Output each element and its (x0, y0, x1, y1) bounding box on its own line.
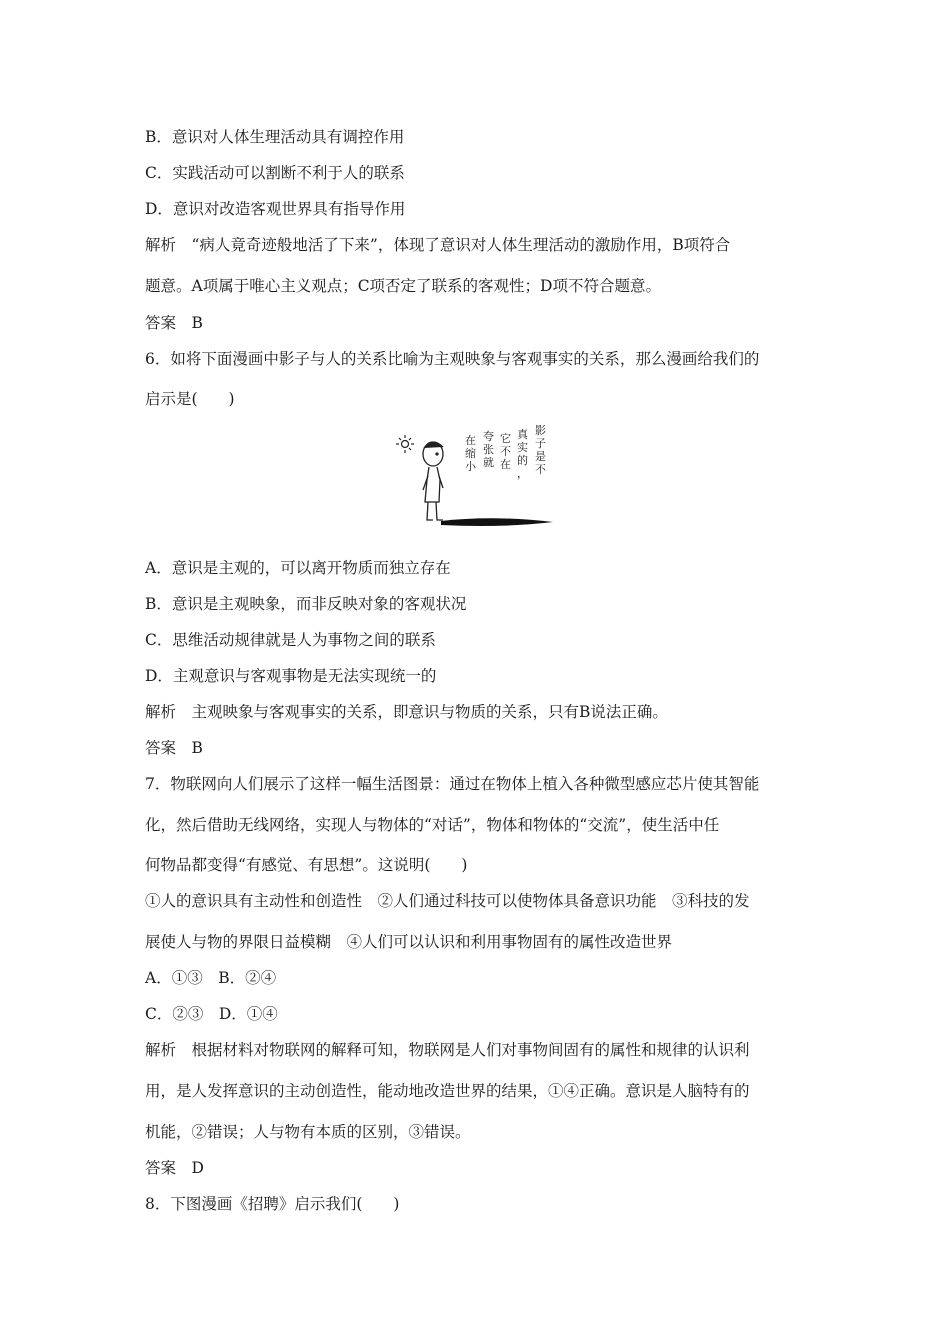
text-line: C．②③ D．①④ (145, 1005, 278, 1023)
text-line: 展使人与物的界限日益模糊 ④人们可以认识和利用事物固有的属性改造世界 (145, 933, 673, 951)
text-line: D．意识对改造客观世界具有指导作用 (145, 200, 406, 218)
caption-column: 真实的， (517, 428, 528, 480)
text-line: D．主观意识与客观事物是无法实现统一的 (145, 667, 437, 685)
text-line: 机能，②错误；人与物有本质的区别，③错误。 (145, 1123, 471, 1141)
text-line: B．意识是主观映象，而非反映对象的客观状况 (145, 595, 467, 613)
text-line: C．实践活动可以割断不利于人的联系 (145, 164, 405, 182)
text-line: 用，是人发挥意识的主动创造性，能动地改造世界的结果，①④正确。意识是人脑特有的 (145, 1082, 750, 1100)
text-line: A．①③ B．②④ (145, 969, 277, 987)
shadow-shape (441, 518, 553, 526)
text-line: ①人的意识具有主动性和创造性 ②人们通过科技可以使物体具备意识功能 ③科技的发 (145, 892, 750, 910)
shadow-cartoon-image (393, 420, 558, 530)
text-line: B．意识对人体生理活动具有调控作用 (145, 128, 405, 146)
text-line: 答案 D (145, 1159, 204, 1177)
text-line: 解析 主观映象与客观事实的关系，即意识与物质的关系，只有B说法正确。 (145, 703, 668, 721)
text-line: 启示是( ) (145, 390, 235, 408)
person-figure (423, 442, 443, 520)
cartoon-caption (465, 424, 546, 480)
text-line: 答案 B (145, 739, 203, 757)
text-line: 7．物联网向人们展示了这样一幅生活图景：通过在物体上植入各种微型感应芯片使其智能 (145, 775, 760, 793)
caption-column: 夸张就 (483, 430, 494, 469)
text-line: 何物品都变得“有感觉、有思想”。这说明( ) (145, 856, 468, 874)
sun-icon (396, 435, 414, 453)
text-line: 化，然后借助无线网络，实现人与物体的“对话”，物体和物体的“交流”，使生活中任 (145, 816, 720, 834)
text-line: 解析 “病人竟奇迹般地活了下来”，体现了意识对人体生理活动的激励作用，B项符合 (145, 236, 731, 254)
text-line: 解析 根据材料对物联网的解释可知，物联网是人们对事物间固有的属性和规律的认识利 (145, 1041, 750, 1059)
caption-column: 在缩小 (465, 434, 476, 473)
text-line: 6．如将下面漫画中影子与人的关系比喻为主观映象与客观事实的关系，那么漫画给我们的 (145, 350, 760, 368)
text-line: 答案 B (145, 314, 203, 332)
text-line: 8．下图漫画《招聘》启示我们( ) (145, 1195, 400, 1213)
text-line: C．思维活动规律就是人为事物之间的联系 (145, 631, 436, 649)
caption-column: 影子是不 (535, 424, 546, 476)
caption-column: 它不在 (500, 432, 511, 471)
text-line: A．意识是主观的，可以离开物质而独立存在 (145, 559, 451, 577)
text-line: 题意。A项属于唯心主义观点；C项否定了联系的客观性；D项不符合题意。 (145, 277, 661, 295)
